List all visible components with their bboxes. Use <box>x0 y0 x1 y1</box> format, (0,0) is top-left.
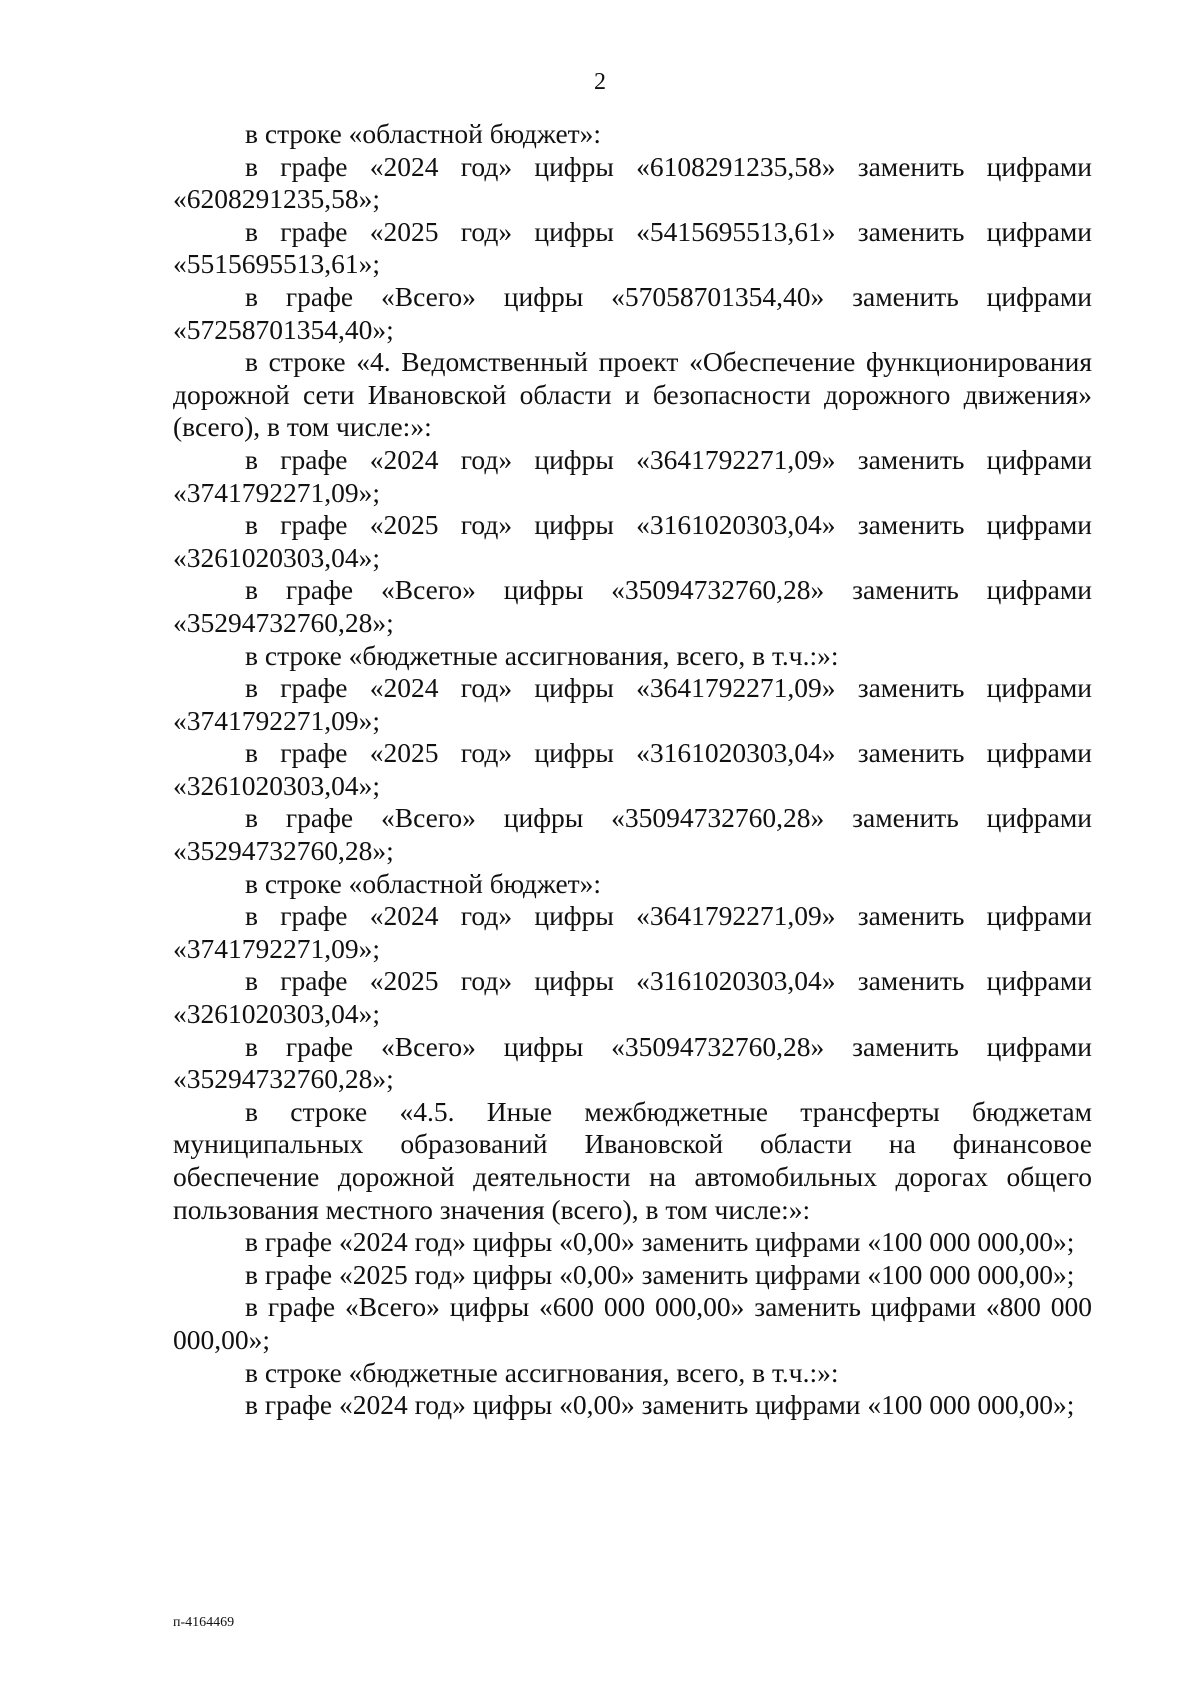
paragraph-6: в графе «2024 год» цифры «3641792271,09» заменить цифрами «3741792271,09»; <box>173 443 1092 508</box>
paragraph-17: в строке «4.5. Иные межбюджетные трансферты бюджетам муниципальных образований Ивановской области на финансовое обеспечение дорожной деятельности на автомобильных дорогах общего пользования местного значения (всего), в том числе:»: <box>173 1095 1092 1225</box>
paragraph-9: в строке «бюджетные ассигнования, всего, в т.ч.:»: <box>245 639 839 671</box>
paragraph-21: в строке «бюджетные ассигнования, всего, в т.ч.:»: <box>245 1356 839 1388</box>
paragraph-15: в графе «2025 год» цифры «3161020303,04» заменить цифрами «3261020303,04»; <box>173 965 1092 1030</box>
paragraph-22: в графе «2024 год» цифры «0,00» заменить цифрами «100 000 000,00»; <box>245 1389 1075 1421</box>
paragraph-10: в графе «2024 год» цифры «3641792271,09» заменить цифрами «3741792271,09»; <box>173 672 1092 736</box>
paragraph-2: в графе «2024 год» цифры «6108291235,58» заменить цифрами «6208291235,58»; <box>173 150 1092 215</box>
paragraph-4: в графе «Всего» цифры «57058701354,40» заменить цифрами «57258701354,40»; <box>173 280 1092 345</box>
paragraph-14: в графе «2024 год» цифры «3641792271,09» заменить цифрами «3741792271,09»; <box>173 900 1092 964</box>
paragraph-16: в графе «Всего» цифры «35094732760,28» заменить цифрами «35294732760,28»; <box>173 1030 1092 1095</box>
paragraph-11: в графе «2025 год» цифры «3161020303,04» заменить цифрами «3261020303,04»; <box>173 737 1092 801</box>
paragraph-20: в графе «Всего» цифры «600 000 000,00» заменить цифрами «800 000 000,00»; <box>173 1291 1092 1355</box>
paragraph-13: в строке «областной бюджет»: <box>245 867 602 899</box>
paragraph-18: в графе «2024 год» цифры «0,00» заменить цифрами «100 000 000,00»; <box>245 1226 1075 1258</box>
paragraph-7: в графе «2025 год» цифры «3161020303,04» заменить цифрами «3261020303,04»; <box>173 509 1092 573</box>
page-number: 2 <box>594 69 606 95</box>
paragraph-5: в строке «4. Ведомственный проект «Обеспечение функционирования дорожной сети Ивановской области и безопасности дорожного движения» (всего), в том числе:»: <box>173 346 1092 443</box>
paragraph-19: в графе «2025 год» цифры «0,00» заменить цифрами «100 000 000,00»; <box>245 1258 1075 1290</box>
paragraph-3: в графе «2025 год» цифры «5415695513,61» заменить цифрами «5515695513,61»; <box>173 215 1092 280</box>
paragraph-8: в графе «Всего» цифры «35094732760,28» заменить цифрами «35294732760,28»; <box>173 574 1092 638</box>
paragraph-12: в графе «Всего» цифры «35094732760,28» заменить цифрами «35294732760,28»; <box>173 802 1092 867</box>
document-body <box>173 118 1092 1422</box>
paragraph-1: в строке «областной бюджет»: <box>245 118 602 149</box>
document-code: п-4164469 <box>173 1615 235 1630</box>
